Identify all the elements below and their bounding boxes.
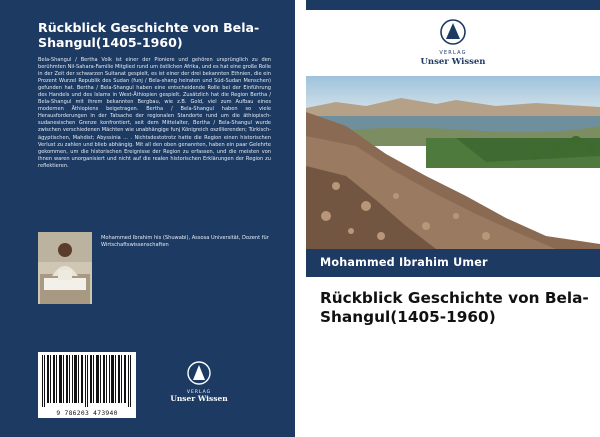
barcode — [38, 352, 136, 418]
back-logo-name: Unser Wissen — [170, 394, 228, 403]
author-band — [306, 249, 600, 277]
front-cover-title: Rückblick Geschichte von Bela-Shangul(1405-1960) — [320, 289, 589, 326]
back-logo-top-text: VERLAG — [186, 390, 212, 395]
cover-photo — [306, 76, 600, 249]
isbn-digits: 9 786203 473940 — [56, 410, 118, 417]
front-logo-name: Unser Wissen — [420, 57, 486, 67]
author-photo — [38, 232, 92, 304]
back-cover-blurb: Bela-Shangul / Bertha Volk ist einer der Pioniere und gehören ursprünglich zu den berühmten Nil-Sahara-Familie Mitglied rund um östlichen Afrika, und es hat eine große Rolle in der Zeit der schwarzen Sultanat gespielt, es ist einer der drei bekannten Ethnien, die ein Prozent Wurzel Republik des Sudan (funj / Bela-shang heiraten und Süd-Sudan Menschen) gefunden hat. Bertha / Bela-Shangul haben eine entscheidende Rolle bei der Einführung des Handels und des Islams in West-Äthiopien gespielt. Zusätzlich hat die Region Bertha / Bela-Shangul mit ihrem bekannten Bergbau, wie z.B. Gold, viel zum Aufbau eines modernen Äthiopiens beigetragen. Bertha / Bela-Shangul haben so viele Herausforderungen in der Tatsache der regionalen Standorte rund um die äthiopisch-sudanesischen Grenze konfrontiert, seit dem Mittelalter, Bertha / Bela-Shangul wurde zwischen verschiedenen Mächten wie unabhängige funj Königreich oszillierenden; Türkisch-ägyptischen, Mahdist; Abyssinia ... . Nichtsdestotrotz hatte die Region einen historischen Verlust zu zahlen und blieb abhängig. Mit all den oben genannten, haben ein paar Gelehrte gekommen, um die historischen Ereignisse der Region zu erfassen, und die meisten von ihnen waren unorganisiert und nicht auf die realen historischen Erklärungen der Region zu reflektieren. — [38, 57, 271, 169]
back-publisher-logo — [164, 360, 234, 405]
front-author-name: Mohammed Ibrahim Umer — [320, 256, 488, 269]
front-publisher-logo — [306, 18, 600, 68]
author-bio: Mohammed Ibrahim his (Shuwabi), Assosa Universität, Dozent für Wirtschaftswissenschaften — [101, 235, 269, 249]
back-cover-title: Rückblick Geschichte von Bela-Shangul(1405-1960) — [38, 20, 260, 50]
spine — [295, 0, 306, 437]
front-top-bar — [306, 0, 600, 10]
front-logo-top-text: VERLAG — [439, 50, 467, 56]
